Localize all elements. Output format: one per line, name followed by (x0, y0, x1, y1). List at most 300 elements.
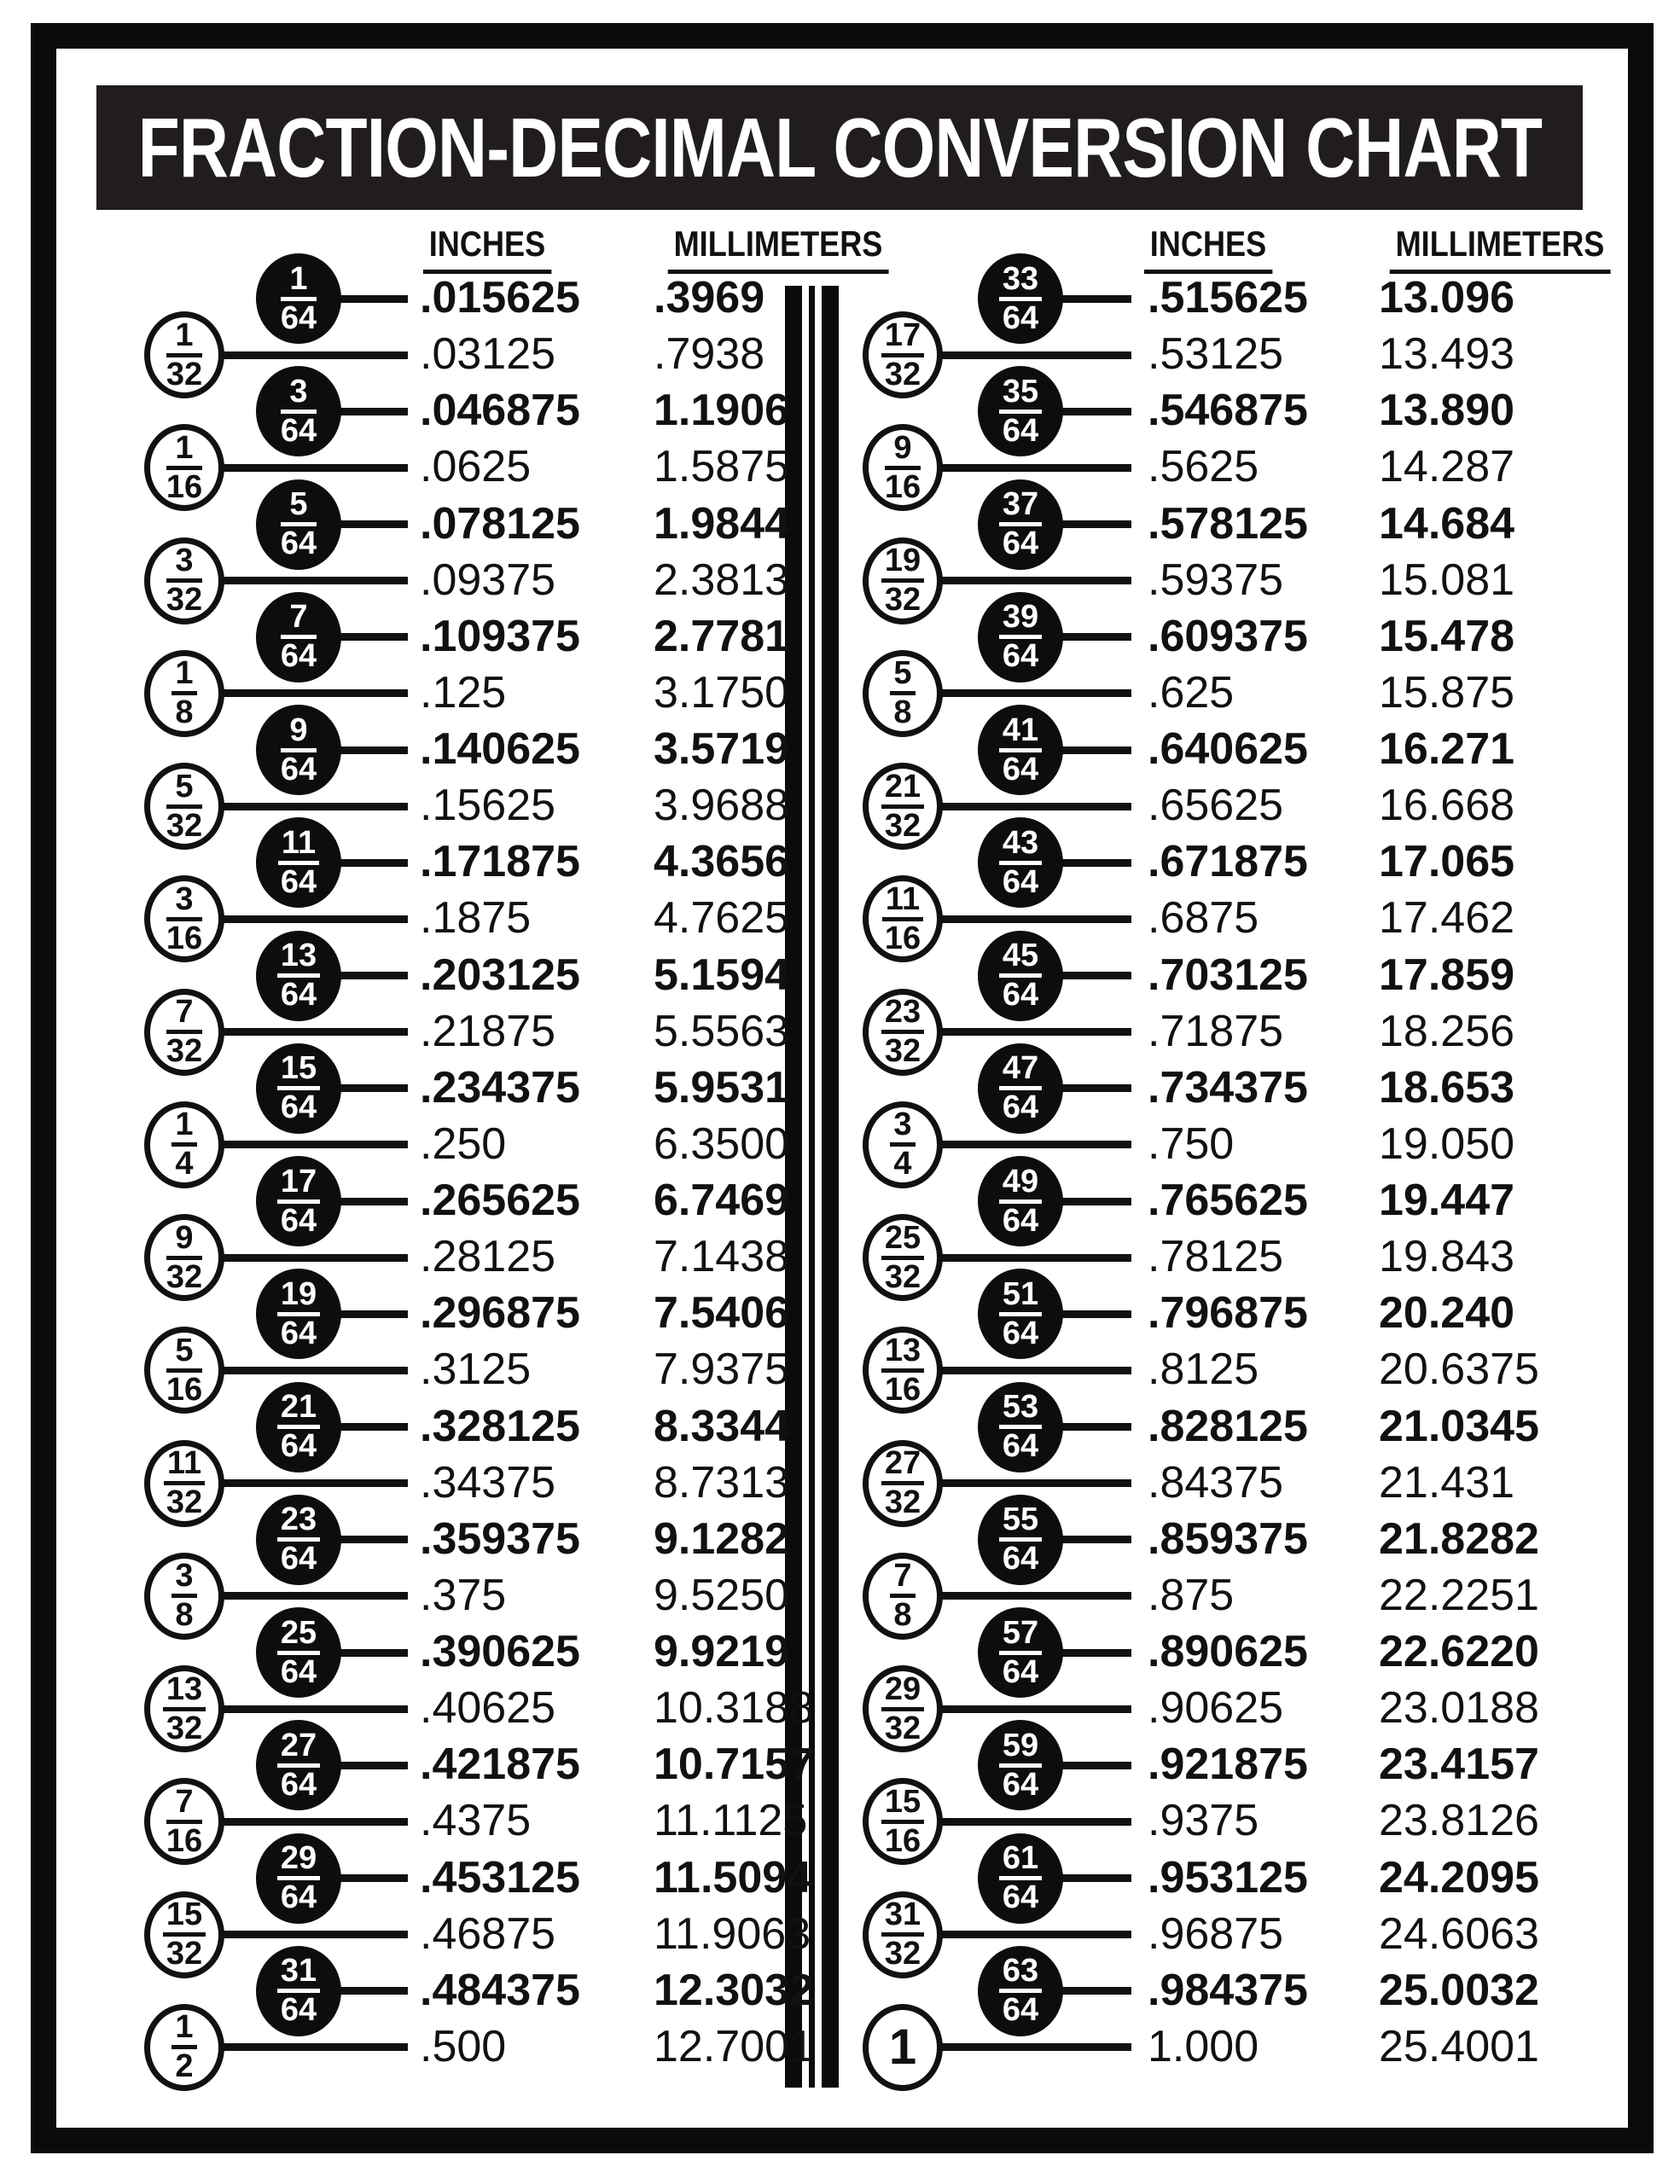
millimeters-value: 1.5875 (654, 442, 790, 492)
fraction-value (997, 1163, 1044, 1239)
column-header-inches-right: INCHES (1144, 224, 1272, 274)
fraction-badge (144, 763, 224, 850)
fraction-badge (144, 1665, 224, 1752)
fraction-denominator: 4 (175, 1146, 194, 1182)
fraction-denominator: 8 (893, 694, 912, 731)
inches-value: .390625 (420, 1627, 580, 1677)
millimeters-value: 2.3813 (654, 555, 790, 605)
inches-value: .78125 (1148, 1232, 1284, 1282)
fraction-value (879, 994, 927, 1070)
fraction-value (164, 768, 205, 844)
fraction-denominator: 64 (1002, 1202, 1039, 1239)
millimeters-value: 11.1125 (654, 1796, 808, 1846)
fraction-numerator: 9 (166, 1223, 202, 1260)
inches-value: .46875 (420, 1908, 556, 1959)
fraction-value (164, 994, 205, 1070)
millimeters-value: 12.3032 (654, 1965, 814, 2015)
fraction-denominator: 16 (884, 1371, 921, 1408)
inches-value: .28125 (420, 1232, 556, 1282)
fraction-denominator: 64 (1002, 1315, 1039, 1351)
fraction-denominator: 64 (280, 977, 317, 1014)
fraction-denominator: 32 (884, 807, 921, 844)
millimeters-value: 8.7313 (654, 1457, 790, 1507)
inches-value: .875 (1148, 1570, 1235, 1620)
fraction-badge (863, 2004, 943, 2091)
fraction-value (275, 1614, 323, 1690)
millimeters-value: .3969 (654, 273, 765, 323)
millimeters-value: 23.8126 (1379, 1796, 1539, 1846)
fraction-denominator: 64 (1002, 638, 1039, 675)
fraction-value (278, 373, 319, 449)
millimeters-value: 7.9375 (654, 1345, 790, 1395)
fraction-denominator: 64 (280, 412, 317, 449)
inches-value: .765625 (1148, 1176, 1308, 1226)
fraction-numerator: 5 (166, 1336, 202, 1373)
fraction-value (278, 712, 319, 787)
inches-value: .359375 (420, 1513, 580, 1564)
millimeters-value: 20.240 (1379, 1288, 1515, 1339)
fraction-numerator: 1 (171, 2013, 196, 2049)
fraction-value (997, 1389, 1044, 1465)
inches-value: .453125 (420, 1852, 580, 1902)
fraction-value (997, 1727, 1044, 1803)
fraction-badge (863, 875, 943, 962)
fraction-value (169, 1107, 199, 1182)
fraction-badge (256, 1269, 341, 1359)
inches-value: .375 (420, 1570, 507, 1620)
inches-value: .4375 (420, 1796, 532, 1846)
fraction-numerator: 13 (277, 941, 320, 978)
inches-value: .9375 (1148, 1796, 1259, 1846)
fraction-denominator: 8 (175, 1597, 194, 1634)
millimeters-value: 19.843 (1379, 1232, 1515, 1282)
fraction-numerator: 1 (166, 321, 202, 357)
fraction-numerator: 19 (277, 1280, 320, 1316)
inches-value: .515625 (1148, 273, 1308, 323)
inches-value: .546875 (1148, 386, 1308, 436)
fraction-numerator: 3 (281, 377, 317, 414)
millimeters-value: 9.1282 (654, 1513, 790, 1564)
fraction-denominator: 16 (166, 1371, 203, 1408)
fraction-numerator: 3 (890, 1110, 915, 1147)
fraction-denominator: 32 (884, 1710, 921, 1746)
fraction-badge (144, 537, 224, 624)
fraction-badge (256, 366, 341, 456)
fraction-value (997, 599, 1044, 675)
millimeters-value: 5.5563 (654, 1006, 790, 1056)
fraction-value (160, 1670, 208, 1746)
millimeters-value: 17.065 (1379, 837, 1515, 887)
fraction-value (164, 1219, 205, 1295)
fraction-value (278, 486, 319, 562)
inches-value: .796875 (1148, 1288, 1308, 1339)
inches-value: .71875 (1148, 1006, 1284, 1056)
inches-value: .078125 (420, 498, 580, 549)
inches-value: .015625 (420, 273, 580, 323)
fraction-value (997, 1050, 1044, 1126)
fraction-value (887, 1558, 917, 1634)
fraction-value (997, 824, 1044, 900)
inches-value: .34375 (420, 1457, 556, 1507)
inches-value: .890625 (1148, 1627, 1308, 1677)
fraction-denominator: 64 (280, 751, 317, 787)
fraction-numerator: 15 (163, 1900, 206, 1937)
fraction-numerator: 7 (166, 997, 202, 1034)
inches-value: .484375 (420, 1965, 580, 2015)
fraction-numerator: 1 (171, 659, 196, 695)
fraction-badge (256, 1382, 341, 1472)
fraction-denominator: 64 (1002, 1653, 1039, 1690)
fraction-badge (256, 931, 341, 1021)
fraction-numerator: 45 (999, 941, 1042, 978)
fraction-numerator: 27 (277, 1731, 320, 1768)
inches-value: .750 (1148, 1118, 1235, 1169)
fraction-value (879, 317, 927, 392)
millimeters-value: 16.668 (1379, 781, 1515, 831)
fraction-value (275, 1050, 323, 1126)
fraction-value (997, 1614, 1044, 1690)
fraction-badge (144, 1327, 224, 1414)
fraction-denominator: 64 (1002, 1428, 1039, 1465)
fraction-badge (978, 592, 1063, 682)
millimeters-value: 15.081 (1379, 555, 1515, 605)
fraction-numerator: 51 (999, 1280, 1042, 1316)
fraction-numerator: 15 (277, 1054, 320, 1090)
fraction-denominator: 2 (175, 2048, 194, 2085)
conversion-row (0, 1163, 1680, 1239)
fraction-badge (863, 424, 943, 511)
fraction-value (997, 712, 1044, 787)
fraction-badge (978, 1495, 1063, 1585)
inches-value: .625 (1148, 667, 1235, 717)
fraction-value (169, 655, 199, 731)
inches-value: .609375 (1148, 611, 1308, 661)
fraction-numerator: 1 (171, 1110, 196, 1147)
fraction-value (997, 486, 1044, 562)
fraction-numerator: 29 (881, 1675, 924, 1711)
millimeters-value: 3.5719 (654, 724, 790, 775)
fraction-numerator: 23 (277, 1505, 320, 1542)
fraction-badge (144, 1440, 224, 1527)
fraction-numerator: 47 (999, 1054, 1042, 1090)
whole-number-value: 1 (888, 2018, 917, 2075)
fraction-denominator: 16 (166, 1822, 203, 1859)
fraction-denominator: 8 (175, 694, 194, 731)
fraction-numerator: 1 (281, 264, 317, 301)
inches-value: .125 (420, 667, 507, 717)
fraction-denominator: 64 (280, 1541, 317, 1577)
fraction-value (161, 1445, 207, 1521)
fraction-badge (256, 1607, 341, 1698)
fraction-badge (256, 592, 341, 682)
fraction-value (275, 1502, 323, 1577)
fraction-numerator: 35 (999, 377, 1042, 414)
inches-value: .203125 (420, 950, 580, 1000)
inches-value: .953125 (1148, 1852, 1308, 1902)
fraction-denominator: 64 (1002, 1541, 1039, 1577)
fraction-numerator: 5 (281, 490, 317, 526)
inches-value: .65625 (1148, 781, 1284, 831)
fraction-badge (256, 1720, 341, 1810)
title-bar (96, 85, 1583, 210)
fraction-denominator: 64 (1002, 526, 1039, 562)
fraction-value (169, 2009, 199, 2085)
millimeters-value: 6.7469 (654, 1176, 790, 1226)
millimeters-value: 11.5094 (654, 1852, 812, 1902)
fraction-badge (978, 1833, 1063, 1924)
fraction-badge (144, 424, 224, 511)
fraction-badge (863, 763, 943, 850)
fraction-numerator: 33 (999, 264, 1042, 301)
fraction-denominator: 64 (280, 1766, 317, 1803)
fraction-denominator: 16 (884, 468, 921, 505)
fraction-denominator: 32 (166, 807, 203, 844)
inches-value: 1.000 (1148, 2021, 1259, 2071)
fraction-value (887, 655, 917, 731)
fraction-numerator: 15 (881, 1787, 924, 1824)
fraction-value (278, 260, 319, 336)
fraction-badge (978, 366, 1063, 456)
fraction-numerator: 23 (881, 997, 924, 1034)
fraction-numerator: 7 (890, 1561, 915, 1598)
millimeters-value: 2.7781 (654, 611, 790, 661)
fraction-numerator: 29 (277, 1844, 320, 1880)
fraction-numerator: 21 (277, 1392, 320, 1429)
fraction-badge (978, 1946, 1063, 2036)
inches-value: .53125 (1148, 329, 1284, 380)
fraction-denominator: 32 (166, 1258, 203, 1295)
fraction-value (997, 373, 1044, 449)
fraction-denominator: 64 (1002, 1879, 1039, 1916)
fraction-badge (144, 2004, 224, 2091)
fraction-badge (144, 650, 224, 737)
millimeters-value: 14.287 (1379, 442, 1515, 492)
fraction-denominator: 64 (280, 1879, 317, 1916)
fraction-badge (978, 1269, 1063, 1359)
inches-value: .328125 (420, 1401, 580, 1451)
fraction-badge (978, 817, 1063, 908)
millimeters-value: 14.684 (1379, 498, 1515, 549)
fraction-numerator: 9 (281, 716, 317, 752)
millimeters-value: 1.1906 (654, 386, 790, 436)
fraction-badge (144, 1778, 224, 1865)
inches-value: .15625 (420, 781, 556, 831)
fraction-numerator: 25 (881, 1223, 924, 1260)
fraction-numerator: 11 (164, 1449, 205, 1485)
fraction-value (879, 1670, 927, 1746)
fraction-value (997, 1502, 1044, 1577)
fraction-numerator: 53 (999, 1392, 1042, 1429)
fraction-badge (863, 1778, 943, 1865)
page-title: FRACTION-DECIMAL CONVERSION CHART (137, 100, 1542, 195)
millimeters-value: 13.493 (1379, 329, 1515, 380)
fraction-badge (256, 1495, 341, 1585)
fraction-badge (256, 253, 341, 344)
millimeters-value: .7938 (654, 329, 765, 380)
fraction-badge (144, 311, 224, 398)
millimeters-value: 22.6220 (1379, 1627, 1539, 1677)
millimeters-value: 9.5250 (654, 1570, 790, 1620)
fraction-badge (256, 705, 341, 795)
fraction-denominator: 16 (166, 920, 203, 956)
fraction-badge (978, 1720, 1063, 1810)
fraction-value (164, 317, 205, 392)
fraction-badge (256, 1946, 341, 2036)
millimeters-value: 18.256 (1379, 1006, 1515, 1056)
fraction-numerator: 5 (166, 772, 202, 809)
inches-value: .578125 (1148, 498, 1308, 549)
fraction-numerator: 11 (882, 885, 923, 921)
fraction-denominator: 8 (893, 1597, 912, 1634)
fraction-denominator: 64 (280, 1428, 317, 1465)
fraction-badge (978, 1607, 1063, 1698)
fraction-value (879, 1445, 927, 1521)
fraction-denominator: 4 (893, 1146, 912, 1182)
column-header-millimeters-left: MILLIMETERS (668, 224, 889, 274)
fraction-value (276, 824, 322, 900)
fraction-numerator: 43 (999, 828, 1042, 865)
fraction-value (164, 1332, 205, 1408)
column-header-inches-left: INCHES (423, 224, 551, 274)
millimeters-value: 17.859 (1379, 950, 1515, 1000)
fraction-denominator: 64 (1002, 1089, 1039, 1126)
fraction-numerator: 19 (881, 546, 924, 583)
millimeters-value: 3.9688 (654, 781, 790, 831)
inches-value: .09375 (420, 555, 556, 605)
millimeters-value: 12.7001 (654, 2021, 814, 2071)
inches-value: .0625 (420, 442, 532, 492)
inches-value: .90625 (1148, 1683, 1284, 1734)
fraction-numerator: 13 (163, 1675, 206, 1711)
fraction-numerator: 3 (166, 885, 202, 921)
fraction-numerator: 21 (881, 772, 924, 809)
millimeters-value: 7.5406 (654, 1288, 790, 1339)
millimeters-value: 23.0188 (1379, 1683, 1539, 1734)
fraction-denominator: 64 (280, 526, 317, 562)
millimeters-value: 9.9219 (654, 1627, 790, 1677)
millimeters-value: 4.3656 (654, 837, 790, 887)
millimeters-value: 24.2095 (1379, 1852, 1539, 1902)
fraction-denominator: 32 (166, 582, 203, 619)
inches-value: .859375 (1148, 1513, 1308, 1564)
fraction-value (278, 599, 319, 675)
fraction-numerator: 11 (278, 828, 319, 865)
millimeters-value: 21.0345 (1379, 1401, 1539, 1451)
fraction-denominator: 64 (1002, 751, 1039, 787)
fraction-badge (978, 253, 1063, 344)
fraction-denominator: 64 (1002, 1992, 1039, 2029)
millimeters-value: 4.7625 (654, 893, 790, 944)
fraction-value (160, 1896, 208, 1972)
fraction-denominator: 32 (166, 1484, 203, 1521)
fraction-badge (144, 1891, 224, 1978)
inches-value: .5625 (1148, 442, 1259, 492)
inches-value: .21875 (420, 1006, 556, 1056)
fraction-value (164, 429, 205, 505)
fraction-badge (144, 1101, 224, 1188)
inches-value: .59375 (1148, 555, 1284, 605)
fraction-badge (978, 1156, 1063, 1246)
millimeters-value: 13.096 (1379, 273, 1515, 323)
fraction-badge (863, 1214, 943, 1301)
millimeters-value: 11.9063 (654, 1908, 811, 1959)
millimeters-value: 1.9844 (654, 498, 790, 549)
fraction-value (997, 1953, 1044, 2029)
fraction-value (275, 1840, 323, 1916)
fraction-denominator: 64 (280, 299, 317, 336)
millimeters-value: 19.447 (1379, 1176, 1515, 1226)
fraction-denominator: 64 (1002, 1766, 1039, 1803)
fraction-badge (863, 989, 943, 1076)
fraction-numerator: 59 (999, 1731, 1042, 1768)
inches-value: .171875 (420, 837, 580, 887)
fraction-value (275, 938, 323, 1014)
fraction-denominator: 16 (884, 920, 921, 956)
fraction-value (164, 1783, 205, 1859)
right-column (0, 260, 1680, 2076)
fraction-denominator: 16 (166, 468, 203, 505)
fraction-denominator: 64 (280, 1653, 317, 1690)
fraction-value (882, 429, 923, 505)
fraction-badge (863, 1553, 943, 1640)
inches-value: .046875 (420, 386, 580, 436)
fraction-denominator: 32 (884, 582, 921, 619)
fraction-value (164, 543, 205, 619)
fraction-denominator: 64 (1002, 977, 1039, 1014)
inches-value: .140625 (420, 724, 580, 775)
fraction-badge (256, 817, 341, 908)
fraction-value (997, 938, 1044, 1014)
fraction-denominator: 32 (884, 1936, 921, 1972)
inches-value: .1875 (420, 893, 532, 944)
millimeters-value: 25.0032 (1379, 1965, 1539, 2015)
fraction-denominator: 64 (1002, 412, 1039, 449)
fraction-numerator: 57 (999, 1618, 1042, 1655)
fraction-denominator: 64 (280, 1315, 317, 1351)
fraction-denominator: 64 (1002, 863, 1039, 900)
fraction-denominator: 64 (280, 1992, 317, 2029)
millimeters-value: 8.3344 (654, 1401, 790, 1451)
fraction-denominator: 64 (280, 638, 317, 675)
fraction-badge (144, 1553, 224, 1640)
fraction-numerator: 31 (881, 1900, 924, 1937)
fraction-denominator: 16 (884, 1822, 921, 1859)
millimeters-value: 16.271 (1379, 724, 1515, 775)
fraction-value (879, 1219, 927, 1295)
millimeters-value: 10.3188 (654, 1683, 814, 1734)
fraction-numerator: 55 (999, 1505, 1042, 1542)
fraction-numerator: 3 (166, 546, 202, 583)
fraction-badge (863, 1440, 943, 1527)
fraction-badge (978, 705, 1063, 795)
fraction-badge (144, 875, 224, 962)
inches-value: .984375 (1148, 1965, 1308, 2015)
fraction-numerator: 41 (999, 716, 1042, 752)
inches-value: .109375 (420, 611, 580, 661)
fraction-badge (863, 1891, 943, 1978)
millimeters-value: 21.8282 (1379, 1513, 1539, 1564)
fraction-numerator: 63 (999, 1956, 1042, 1993)
fraction-value (879, 1783, 927, 1859)
fraction-badge (144, 1214, 224, 1301)
millimeters-value: 24.6063 (1379, 1908, 1539, 1959)
fraction-denominator: 32 (166, 1936, 203, 1972)
inches-value: .84375 (1148, 1457, 1284, 1507)
fraction-denominator: 32 (166, 1710, 203, 1746)
millimeters-value: 17.462 (1379, 893, 1515, 944)
fraction-value (275, 1163, 323, 1239)
fraction-value (275, 1275, 323, 1351)
